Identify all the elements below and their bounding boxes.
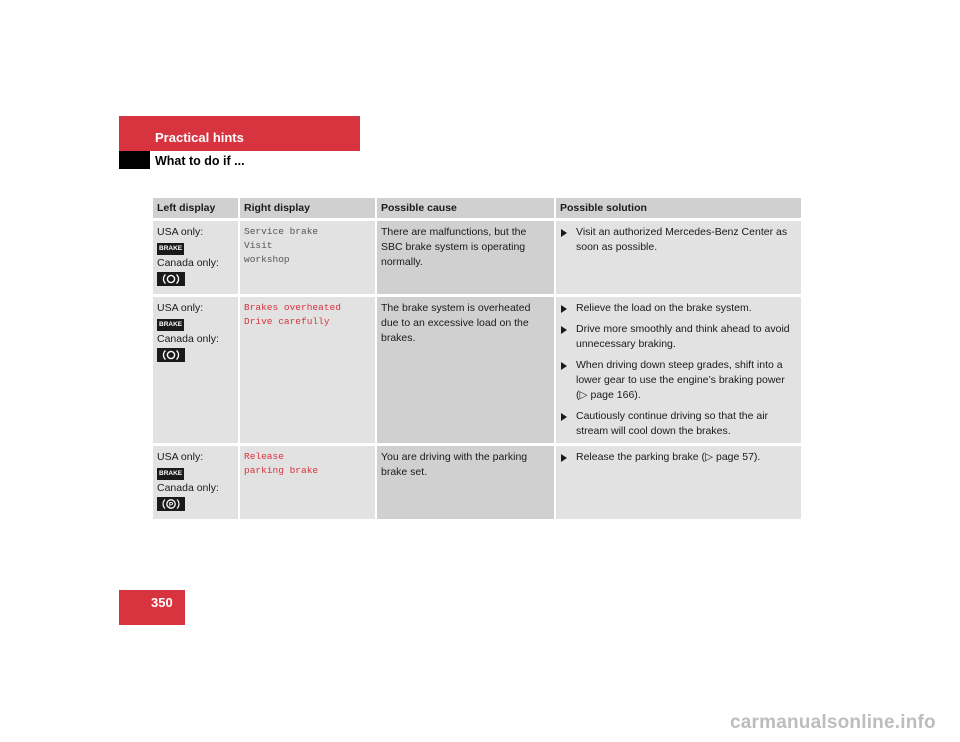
- possible-solution-cell: [556, 294, 801, 443]
- brake-warning-icon: BRAKE: [157, 319, 184, 331]
- subsection-title: What to do if ...: [155, 154, 245, 168]
- table-row: [153, 218, 801, 294]
- usa-only-label: USA only:: [157, 302, 204, 314]
- left-display-cell: [153, 443, 240, 519]
- table-row: [153, 443, 801, 519]
- warning-messages-table: [153, 198, 801, 519]
- bullet-arrow-icon: [561, 305, 567, 313]
- bullet-arrow-icon: [561, 413, 567, 421]
- column-header-right-display: Right display: [240, 198, 377, 218]
- svg-text:P: P: [168, 501, 174, 509]
- column-header-possible-cause: Possible cause: [377, 198, 556, 218]
- list-item: Drive more smoothly and think ahead to avoid unnecessary braking.: [560, 322, 797, 352]
- table-row: [153, 294, 801, 443]
- brake-circle-warning-icon: [157, 272, 185, 286]
- table-header-row: [153, 198, 801, 218]
- column-header-possible-solution: Possible solution: [556, 198, 801, 218]
- brake-circle-warning-icon: [157, 348, 185, 362]
- canada-only-label: Canada only:: [157, 482, 219, 494]
- possible-solution-cell: [556, 443, 801, 519]
- list-item: When driving down steep grades, shift into a lower gear to use the engine’s braking power (▷ page 166).: [560, 358, 797, 403]
- right-display-message: Release parking brake: [240, 443, 377, 519]
- bullet-arrow-icon: [561, 229, 567, 237]
- list-item: Cautiously continue driving so that the air stream will cool down the brakes.: [560, 409, 797, 439]
- usa-only-label: USA only:: [157, 226, 204, 238]
- header-black-tab: [119, 151, 150, 169]
- right-display-message: Brakes overheated Drive carefully: [240, 294, 377, 443]
- bullet-arrow-icon: [561, 362, 567, 370]
- possible-solution-cell: [556, 218, 801, 294]
- canada-only-label: Canada only:: [157, 333, 219, 345]
- brake-warning-icon: BRAKE: [157, 468, 184, 480]
- left-display-cell: [153, 218, 240, 294]
- possible-cause-cell: The brake system is overheated due to an excessive load on the brakes.: [377, 294, 556, 443]
- list-item: Release the parking brake (▷ page 57).: [560, 450, 797, 465]
- right-display-message: Service brake Visit workshop: [240, 218, 377, 294]
- brake-warning-icon: BRAKE: [157, 243, 184, 255]
- possible-cause-cell: There are malfunctions, but the SBC brake system is operating normally.: [377, 218, 556, 294]
- list-item: Visit an authorized Mercedes-Benz Center as soon as possible.: [560, 225, 797, 255]
- bullet-arrow-icon: [561, 326, 567, 334]
- usa-only-label: USA only:: [157, 451, 204, 463]
- list-item: Relieve the load on the brake system.: [560, 301, 797, 316]
- possible-cause-cell: You are driving with the parking brake set.: [377, 443, 556, 519]
- column-header-left-display: Left display: [153, 198, 240, 218]
- watermark: carmanualsonline.info: [730, 712, 936, 733]
- parking-brake-icon: [157, 497, 185, 511]
- page-number: 350: [151, 595, 173, 610]
- left-display-cell: [153, 294, 240, 443]
- section-title: Practical hints: [155, 130, 244, 145]
- bullet-arrow-icon: [561, 454, 567, 462]
- canada-only-label: Canada only:: [157, 257, 219, 269]
